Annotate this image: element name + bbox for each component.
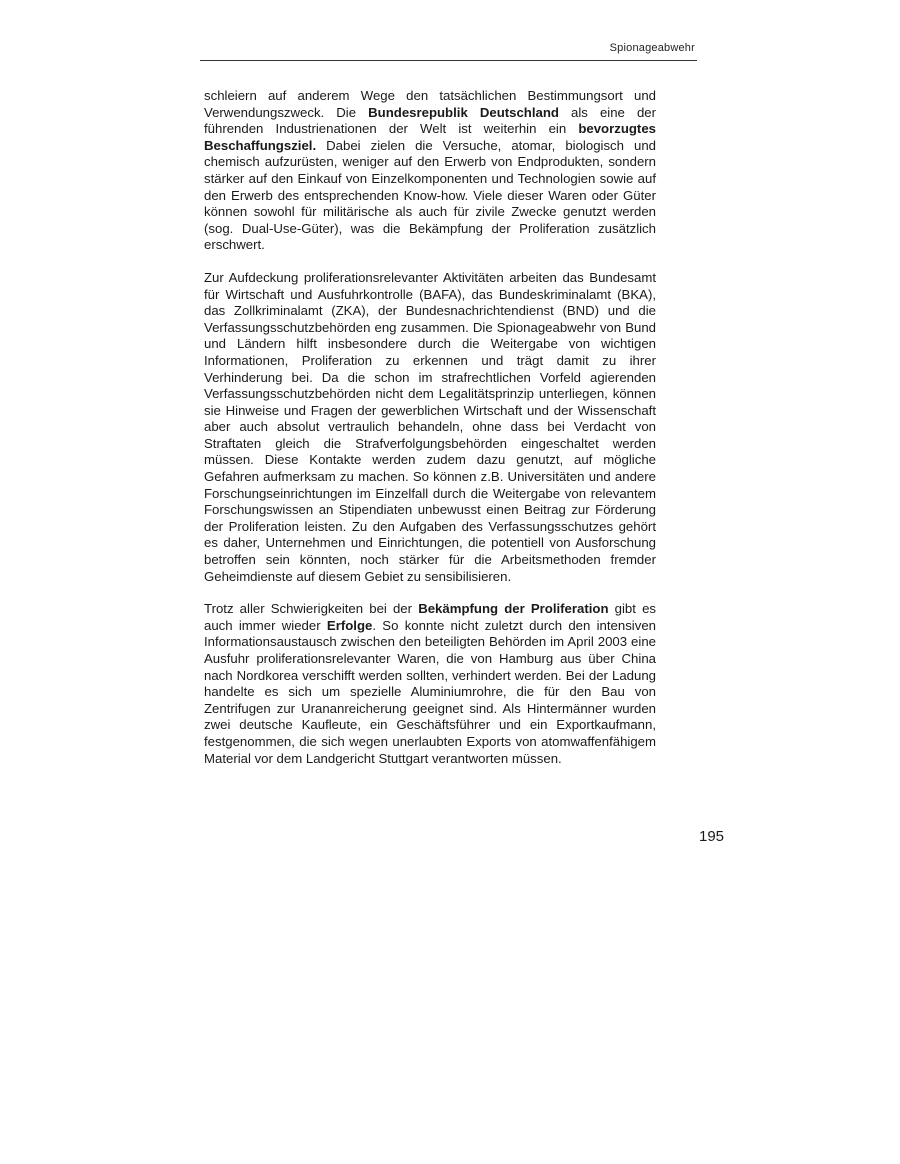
text-run: gibt es auch immer wieder [204,601,656,633]
bold-run: Erfolge [326,617,373,633]
text-run: schleiern auf anderem Wege den tatsächlichen Bestimmungsort und Verwendungszweck. Die [204,88,656,120]
paragraph-1 [204,88,656,254]
paragraph-3 [204,601,656,767]
bold-run: Bundesrepublik Deutschland [368,104,559,120]
text-run: als eine der führenden Industrienationen der Welt ist weiterhin ein [204,104,656,137]
page-header [200,38,697,61]
bold-run: Bekämpfung der Proliferation [418,601,609,617]
text-run: Trotz aller Schwierigkeiten bei der [204,601,419,617]
paragraph-2 [204,270,656,585]
text-run: Zur Aufdeckung proliferationsrelevanter Aktivitäten arbeiten das Bundesamt für Wirtschaft und Ausfuhrkontrolle (BAFA), das Bundeskriminalamt (BKA), das Zollkriminalamt (ZKA), der Bundesnachrichtendienst (BND) und die Verfassungsschutzbehörden eng zusammen. Die Spionageabwehr von Bund und Ländern hilft insbesondere durch die Weitergabe von wichtigen Informationen, Proliferation zu erkennen und trägt damit zu ihrer Verhinderung bei. Da die schon im strafrechtlichen Vorfeld agierenden Verfassungsschutzbehörden nicht dem Legalitätsprinzip unterliegen, können sie Hinweise und Fragen der gewerblichen Wirtschaft und der Wissenschaft aber auch absolut vertraulich behandeln, ohne dass bei Verdacht von Straftaten gleich die Strafverfolgungsbehörden eingeschaltet werden müssen. Diese Kontakte werden zudem dazu genutzt, auf mögliche Gefahren aufmerksam zu machen. So können z.B. Universitäten und andere Forschungseinrichtungen im Einzelfall durch die Weitergabe von relevantem Forschungswissen an Stipendiaten unbewusst einen Beitrag zur Förderung der Proliferation leisten. Zu den Aufgaben des Verfassungsschutzes gehört es daher, Unternehmen und Einrichtungen, die potentiell von Ausforschung betroffen sein könnten, noch stärker für die Arbeitsmethoden fremder Geheimdienste auf diesem Gebiet zu sensibilisieren. [204,269,656,584]
running-head-title: Spionageabwehr [609,42,695,54]
text-run: . So konnte nicht zuletzt durch den intensiven Informationsaustausch zwischen den beteiligten Behörden im April 2003 eine Ausfuhr proliferationsrelevanter Waren, die von Hamburg aus über China nach Nordkorea verschifft werden sollten, verhindert werden. Bei der Ladung handelte es sich um spezielle Aluminiumrohre, die für den Bau von Zentrifugen zur Urananreicherung geeignet sind. Als Hintermänner wurden zwei deutsche Kaufleute, ein Geschäftsführer und ein Exportkaufmann, festgenommen, die sich wegen unerlaubten Exports von atomwaffenfähigem Material vor dem Landgericht Stuttgart verantworten müssen. [204,617,656,766]
bold-run: bevorzugtes Beschaffungsziel. [204,121,656,153]
body-text [204,88,656,783]
text-run: Dabei zielen die Versuche, atomar, biologisch und chemisch aufzurüsten, weniger auf den Erwerb von Endprodukten, sondern stärker auf den Einkauf von Einzelkomponenten und Technologien sowie auf den Erwerb des entsprechenden Know-how. Viele dieser Waren oder Güter können sowohl für militärische als auch für zivile Zwecke genutzt werden (sog. Dual-Use-Güter), was die Bekämpfung der Proliferation zusätzlich erschwert. [204,137,656,253]
page-number: 195 [699,828,725,845]
